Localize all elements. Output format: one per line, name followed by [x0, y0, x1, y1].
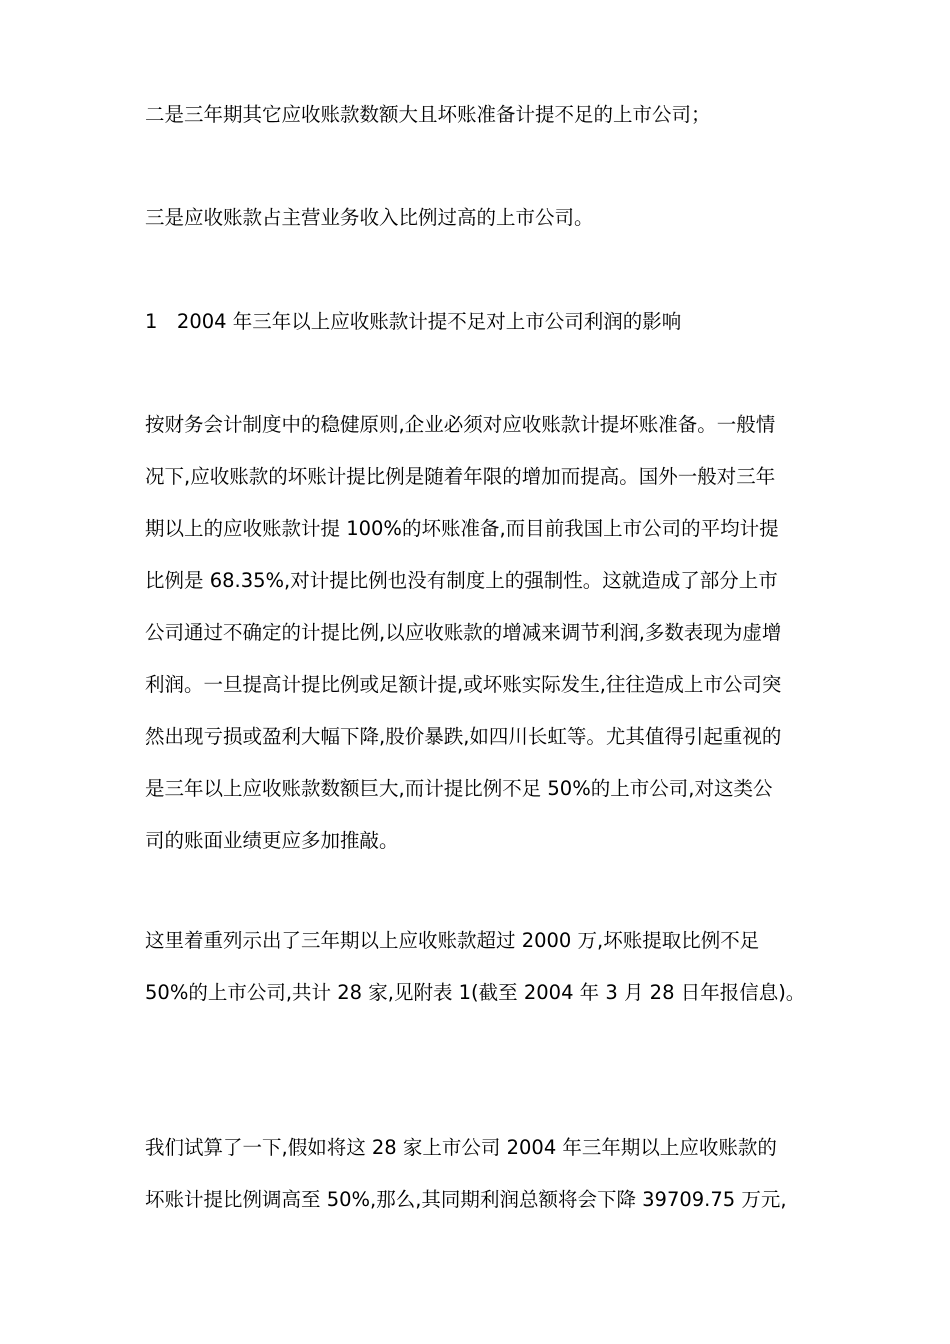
text-line: 三是应收账款占主营业务收入比例过高的上市公司。: [145, 206, 594, 229]
text-line: 公司通过不确定的计提比例,以应收账款的增减来调节利润,多数表现为虚增: [145, 621, 782, 644]
paragraph-criterion-three: [145, 192, 880, 244]
paragraph-listed-companies: [145, 915, 880, 1019]
paragraph-criterion-two: [145, 89, 880, 141]
text-line: 是三年以上应收账款数额巨大,而计提比例不足 50%的上市公司,对这类公: [145, 777, 773, 800]
heading-text: 1 2004 年三年以上应收账款计提不足对上市公司利润的影响: [145, 310, 682, 333]
paragraph-calculation: [145, 1122, 880, 1226]
paragraph-prudence-principle: [145, 399, 880, 867]
text-line: 然出现亏损或盈利大幅下降,股价暴跌,如四川长虹等。尤其值得引起重视的: [145, 725, 782, 748]
text-line: 二是三年期其它应收账款数额大且坏账准备计提不足的上市公司；: [145, 103, 711, 126]
text-line: 况下,应收账款的坏账计提比例是随着年限的增加而提高。国外一般对三年: [145, 465, 776, 488]
text-line: 我们试算了一下,假如将这 28 家上市公司 2004 年三年期以上应收账款的: [145, 1136, 777, 1159]
section-heading: [145, 296, 880, 348]
text-line: 这里着重列示出了三年期以上应收账款超过 2000 万,坏账提取比例不足: [145, 929, 760, 952]
text-line: 司的账面业绩更应多加推敲。: [145, 829, 399, 852]
text-line: 坏账计提比例调高至 50%,那么,其同期利润总额将会下降 39709.75 万元,: [145, 1188, 787, 1211]
text-line: 50%的上市公司,共计 28 家,见附表 1(截至 2004 年 3 月 28 日年报信息)。: [145, 981, 806, 1004]
text-line: 期以上的应收账款计提 100%的坏账准备,而目前我国上市公司的平均计提: [145, 517, 779, 540]
text-line: 利润。一旦提高计提比例或足额计提,或坏账实际发生,往往造成上市公司突: [145, 673, 782, 696]
text-line: 按财务会计制度中的稳健原则,企业必须对应收账款计提坏账准备。一般情: [145, 413, 776, 436]
text-line: 比例是 68.35%,对计提比例也没有制度上的强制性。这就造成了部分上市: [145, 569, 778, 592]
